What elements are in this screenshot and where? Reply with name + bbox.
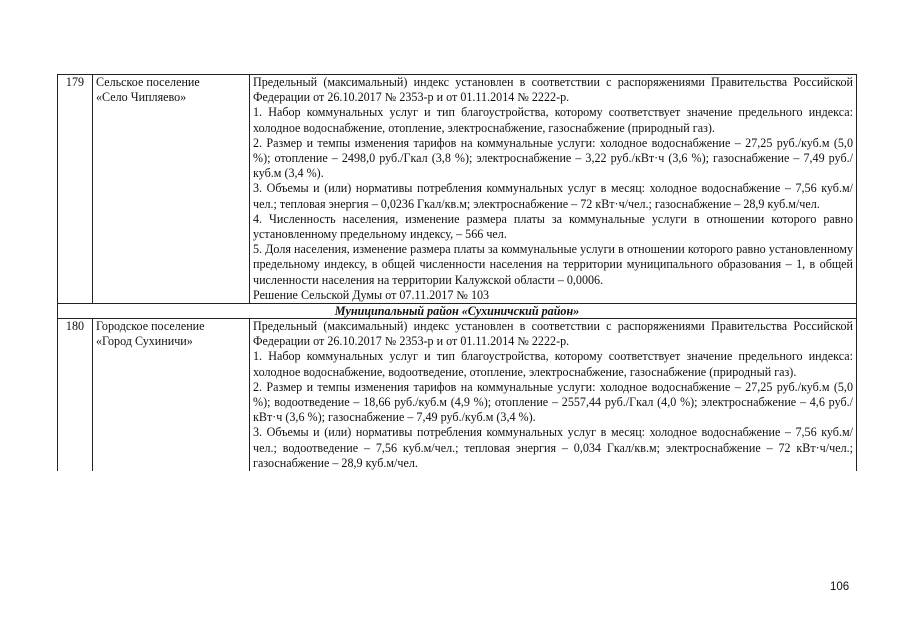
paragraph: 3. Объемы и (или) нормативы потребления коммунальных услуг в месяц: холодное водоснабжение – 7,56 куб.м/чел.; водоотведение – 7,56 куб.м/чел.; тепловая энергия – 0,034 Гкал/кв.м; электроснабжение – 72 кВт·ч/чел.; газоснабжение – 28,9 куб.м/чел. bbox=[253, 425, 853, 470]
paragraph: Предельный (максимальный) индекс установлен в соответствии с распоряжениями Правительства Российской Федерации от 26.10.2017 № 2353-р и от 01.11.2014 № 2222-р. bbox=[253, 319, 853, 349]
paragraph: 1. Набор коммунальных услуг и тип благоустройства, которому соответствует значение предельного индекса: холодное водоснабжение, отопление, электроснабжение, газоснабжение (природный газ). bbox=[253, 105, 853, 135]
table-row bbox=[58, 75, 857, 304]
settlement-type: Городское поселение bbox=[96, 319, 205, 334]
paragraph: 4. Численность населения, изменение размера платы за коммунальные услуги в отношении которого равно установленному предельному индексу, – 566 чел. bbox=[253, 211, 853, 242]
paragraph: 1. Набор коммунальных услуг и тип благоустройства, которому соответствует значение предельного индекса: холодное водоснабжение, водоотведение, отопление, электроснабжение, газоснабжение (природный газ). bbox=[253, 349, 853, 379]
index-table bbox=[57, 74, 857, 471]
paragraph: Решение Сельской Думы от 07.11.2017 № 103 bbox=[253, 287, 490, 302]
row-number: 179 bbox=[58, 75, 93, 304]
index-description bbox=[250, 75, 857, 304]
paragraph: Предельный (максимальный) индекс установлен в соответствии с распоряжениями Правительства Российской Федерации от 26.10.2017 № 2353-р и от 01.11.2014 № 2222-р. bbox=[253, 75, 853, 105]
settlement-name bbox=[93, 75, 250, 304]
paragraph: 3. Объемы и (или) нормативы потребления коммунальных услуг в месяц: холодное водоснабжение – 7,56 куб.м/чел.; тепловая энергия – 0,0236 Гкал/кв.м; электроснабжение – 72 кВт·ч/чел.; газоснабжение – 28,9 куб.м/чел. bbox=[253, 181, 853, 211]
row-number: 180 bbox=[58, 319, 93, 472]
paragraph: 2. Размер и темпы изменения тарифов на коммунальные услуги: холодное водоснабжение – 27,25 руб./куб.м (5,0 %); отопление – 2498,0 руб./Гкал (3,8 %); электроснабжение – 3,22 руб./кВт·ч (3,6 %); газоснабжение – 7,49 руб./куб.м (3,4 %). bbox=[253, 135, 853, 181]
table-row bbox=[58, 319, 857, 472]
district-heading: Муниципальный район «Сухиничский район» bbox=[58, 304, 857, 319]
page-number: 106 bbox=[830, 581, 850, 593]
settlement-name bbox=[93, 319, 250, 472]
index-description bbox=[250, 319, 857, 472]
settlement-type: Сельское поселение bbox=[96, 75, 200, 89]
paragraph: 5. Доля населения, изменение размера платы за коммунальные услуги в отношении которого равно установленному предельному индексу, в общей численности населения на территории муниципального образования – 1, в общей численности населения на территории Калужской области – 0,0006. bbox=[253, 242, 853, 287]
settlement-title: «Город Сухиничи» bbox=[96, 334, 193, 349]
district-row bbox=[58, 304, 857, 319]
settlement-title: «Село Чипляево» bbox=[96, 90, 187, 105]
paragraph: 2. Размер и темпы изменения тарифов на коммунальные услуги: холодное водоснабжение – 27,25 руб./куб.м (5,0 %); водоотведение – 18,66 руб./куб.м (4,9 %); отопление – 2557,44 руб./Гкал (4,0 %); электроснабжение – 4,6 руб./кВт·ч (3,6 %); газоснабжение – 7,49 руб./куб.м (3,4 %). bbox=[253, 379, 853, 425]
